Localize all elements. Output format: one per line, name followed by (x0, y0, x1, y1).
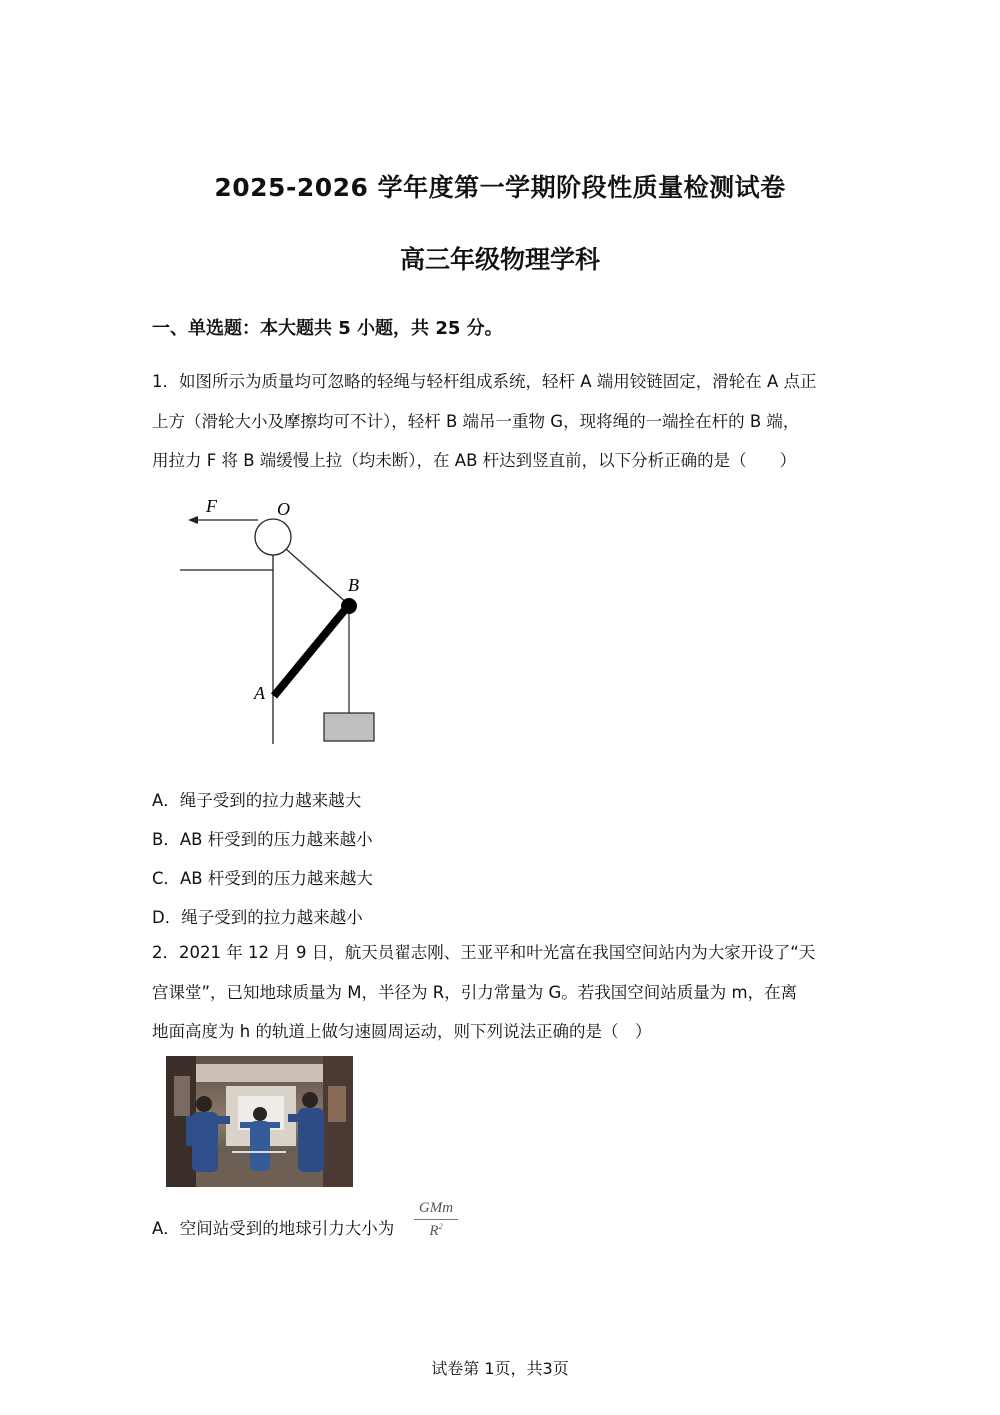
question-2-line-2: 宫课堂”，已知地球质量为 M，半径为 R，引力常量为 G。若我国空间站质量为 m，在离 (152, 982, 798, 1002)
rod-ab (274, 606, 348, 696)
question-1-option-c[interactable]: C．AB 杆受到的压力越来越大 (152, 869, 373, 888)
question-1-line-1: 1．如图所示为质量均可忽略的轻绳与轻杆组成系统，轻杆 A 端用铰链固定，滑轮在 A 点正 (152, 372, 817, 391)
label-o: O (277, 499, 290, 519)
question-2-option-a[interactable]: A．空间站受到的地球引力大小为 (152, 1219, 395, 1238)
label-a: A (254, 683, 265, 703)
denominator-base: R (429, 1223, 439, 1239)
question-2-line-1: 2．2021 年 12 月 9 日，航天员翟志刚、王亚平和叶光富在我国空间站内为大家开设了“天 (152, 943, 816, 962)
denominator-exponent: 2 (438, 1222, 443, 1231)
question-1-option-a[interactable]: A．绳子受到的拉力越来越大 (152, 791, 362, 810)
pulley (255, 519, 291, 555)
rope (286, 549, 348, 604)
question-1-line-3: 用拉力 F 将 B 端缓慢上拉（均未断），在 AB 杆达到竖直前，以下分析正确的是（ ） (152, 451, 797, 470)
pulley-rod-diagram (170, 492, 390, 752)
question-2-stem (152, 933, 852, 1052)
space-station-classroom-photo (166, 1056, 353, 1187)
fraction-numerator: GMm (414, 1200, 458, 1220)
question-1-option-b[interactable]: B．AB 杆受到的压力越来越小 (152, 830, 373, 849)
page-footer: 试卷第 1页，共3页 (431, 1359, 569, 1378)
fraction-denominator (414, 1220, 458, 1240)
question-1-option-d[interactable]: D．绳子受到的拉力越来越小 (152, 908, 363, 927)
exam-subject: 高三年级物理学科 (399, 245, 600, 274)
question-1-line-2: 上方（滑轮大小及摩擦均可不计），轻杆 B 端吊一重物 G，现将绳的一端拴在杆的 B 端， (152, 411, 800, 431)
question-1-stem (152, 362, 852, 481)
weight-g (324, 713, 374, 741)
question-2-line-3: 地面高度为 h 的轨道上做匀速圆周运动，则下列说法正确的是（ ） (152, 1022, 652, 1041)
gravity-formula-fraction (414, 1200, 458, 1240)
label-f: F (206, 496, 217, 516)
section-heading: 一、单选题：本大题共 5 小题，共 25 分。 (152, 318, 503, 339)
force-arrow-head (188, 516, 198, 524)
label-b: B (348, 575, 359, 595)
joint-b (341, 598, 357, 614)
exam-title: 2025-2026 学年度第一学期阶段性质量检测试卷 (214, 173, 786, 202)
